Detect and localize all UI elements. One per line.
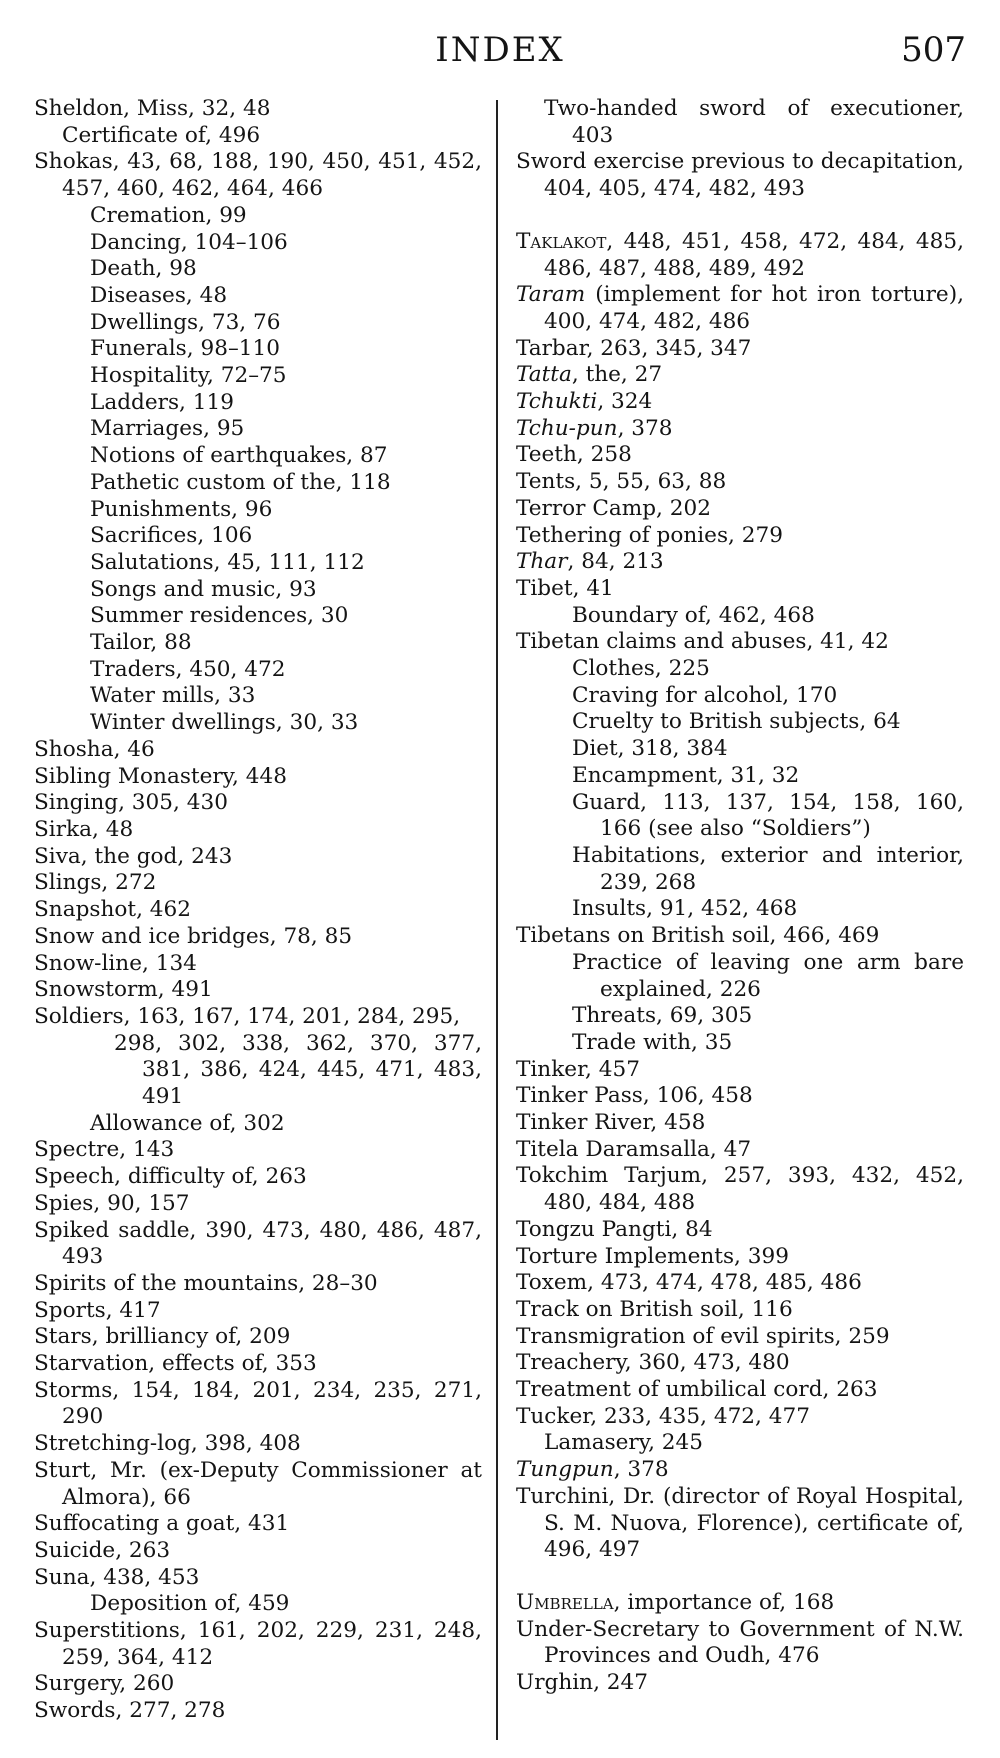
index-entry: Sacrifices, 106 (90, 523, 253, 549)
page-header (0, 30, 1000, 80)
index-entry: Sturt, Mr. (ex-Deputy Commissioner at Almora), 66 (34, 1457, 482, 1510)
index-column-right (516, 96, 964, 1697)
index-entry: Singing, 305, 430 (34, 790, 228, 816)
section-gap (516, 203, 964, 229)
index-entry: Suicide, 263 (34, 1537, 171, 1563)
index-entry: Funerals, 98–110 (90, 336, 280, 362)
index-entry: Taram (implement for hot iron torture), 400, 474, 482, 486 (516, 282, 964, 334)
index-entry: 298, 302, 338, 362, 370, 377, 381, 386, 424, 445, 471, 483, 491 (114, 1030, 482, 1110)
index-entry: Ladders, 119 (90, 389, 234, 415)
index-entry: Taklakot, 448, 451, 458, 472, 484, 485, 486, 487, 488, 489, 492 (516, 228, 964, 281)
index-entry: Under-Secretary to Government of N.W. Provinces and Oudh, 476 (516, 1616, 964, 1669)
index-entry: Tarbar, 263, 345, 347 (516, 335, 752, 361)
index-entry: Punishments, 96 (90, 496, 273, 522)
index-entry: Slings, 272 (34, 870, 157, 896)
index-entry: Treatment of umbilical cord, 263 (516, 1377, 878, 1403)
index-entry: Diet, 318, 384 (572, 736, 728, 762)
index-entry: Torture Implements, 399 (516, 1243, 789, 1269)
index-entry: Tents, 5, 55, 63, 88 (516, 469, 727, 495)
index-entry: Sibling Monastery, 448 (34, 763, 287, 789)
index-entry: Trade with, 35 (572, 1029, 733, 1055)
index-entry: Sheldon, Miss, 32, 48 (34, 96, 271, 121)
index-entry: Tethering of ponies, 279 (516, 522, 783, 548)
index-entry: Winter dwellings, 30, 33 (90, 710, 359, 736)
index-entry: Spectre, 143 (34, 1137, 175, 1163)
index-entry: Spies, 90, 157 (34, 1190, 190, 1216)
index-entry: Suna, 438, 453 (34, 1564, 200, 1590)
index-entry: Death, 98 (90, 256, 197, 282)
index-entry: Treachery, 360, 473, 480 (516, 1350, 790, 1376)
index-entry: Spirits of the mountains, 28–30 (34, 1270, 378, 1296)
index-entry: Summer residences, 30 (90, 603, 349, 629)
page-title: INDEX (435, 30, 565, 70)
index-entry: Snapshot, 462 (34, 897, 192, 923)
index-entry: Snowstorm, 491 (34, 977, 213, 1003)
index-entry: Guard, 113, 137, 154, 158, 160, 166 (see also “Soldiers”) (572, 789, 964, 842)
index-entry: Track on British soil, 116 (516, 1296, 793, 1322)
index-entry: Diseases, 48 (90, 282, 228, 308)
index-entry: Superstitions, 161, 202, 229, 231, 248, 259, 364, 412 (34, 1618, 482, 1670)
index-entry: Shokas, 43, 68, 188, 190, 450, 451, 452, 457, 460, 462, 464, 466 (34, 149, 482, 202)
index-entry: Speech, difficulty of, 263 (34, 1164, 307, 1190)
index-column-left (34, 96, 482, 1725)
index-entry: Tibetan claims and abuses, 41, 42 (516, 629, 889, 655)
index-entry: Insults, 91, 452, 468 (572, 896, 798, 922)
index-entry: Suffocating a goat, 431 (34, 1511, 290, 1537)
index-entry: Songs and music, 93 (90, 576, 317, 602)
index-entry: Allowance of, 302 (90, 1110, 285, 1136)
index-entry: Encampment, 31, 32 (572, 762, 800, 788)
index-entry: Tongzu Pangti, 84 (516, 1216, 713, 1242)
index-entry: Notions of earthquakes, 87 (90, 443, 388, 469)
index-entry: Soldiers, 163, 167, 174, 201, 284, 295, (34, 1003, 461, 1029)
index-entry: Swords, 277, 278 (34, 1698, 226, 1724)
index-entry: Certificate of, 496 (62, 122, 261, 148)
index-entry: Thar, 84, 213 (516, 549, 664, 575)
index-entry: Dancing, 104–106 (90, 229, 288, 255)
index-entry: Practice of leaving one arm bare explained, 226 (572, 949, 964, 1002)
index-entry: Tatta, the, 27 (516, 362, 663, 388)
index-entry: Terror Camp, 202 (516, 495, 711, 521)
index-entry: Stars, brilliancy of, 209 (34, 1324, 291, 1350)
column-divider (496, 100, 498, 1740)
index-entry: Shosha, 46 (34, 736, 155, 762)
index-entry: Starvation, effects of, 353 (34, 1351, 317, 1377)
index-entry: Transmigration of evil spirits, 259 (516, 1323, 890, 1349)
index-entry: Cremation, 99 (90, 202, 247, 228)
index-entry: Storms, 154, 184, 201, 234, 235, 271, 290 (34, 1377, 482, 1430)
index-entry: Lamasery, 245 (544, 1430, 704, 1456)
index-entry: Titela Daramsalla, 47 (516, 1136, 752, 1162)
index-entry: Boundary of, 462, 468 (572, 602, 815, 628)
index-entry: Traders, 450, 472 (90, 656, 286, 682)
section-gap (516, 1564, 964, 1590)
index-entry: Sports, 417 (34, 1297, 161, 1323)
index-entry: Tungpun, 378 (516, 1457, 669, 1483)
index-entry: Two-handed sword of executioner, 403 (544, 96, 964, 148)
index-entry: Tinker, 457 (516, 1056, 640, 1082)
index-entry: Snow and ice bridges, 78, 85 (34, 923, 353, 949)
index-entry: Tchu-pun, 378 (516, 415, 673, 441)
index-entry: Tinker River, 458 (516, 1110, 706, 1136)
index-entry: Tucker, 233, 435, 472, 477 (516, 1403, 810, 1429)
index-entry: Tokchim Tarjum, 257, 393, 432, 452, 480, 484, 488 (516, 1163, 964, 1216)
index-entry: Deposition of, 459 (90, 1591, 290, 1617)
index-entry: Tailor, 88 (90, 630, 192, 656)
index-entry: Cruelty to British subjects, 64 (572, 709, 901, 735)
index-entry: Dwellings, 73, 76 (90, 309, 281, 335)
index-entry: Tibet, 41 (516, 575, 614, 601)
index-entry: Umbrella, importance of, 168 (516, 1589, 835, 1615)
index-entry: Threats, 69, 305 (572, 1003, 753, 1029)
index-entry: Tibetans on British soil, 466, 469 (516, 923, 880, 949)
index-entry: Tinker Pass, 106, 458 (516, 1083, 753, 1109)
index-entry: Snow-line, 134 (34, 950, 197, 976)
index-entry: Sirka, 48 (34, 816, 134, 842)
index-entry: Surgery, 260 (34, 1671, 175, 1697)
index-entry: Stretching-log, 398, 408 (34, 1431, 301, 1457)
index-entry: Teeth, 258 (516, 442, 632, 468)
page-number: 507 (901, 30, 966, 70)
index-entry: Habitations, exterior and interior, 239, 268 (572, 842, 964, 895)
index-entry: Tchukti, 324 (516, 389, 653, 415)
index-entry: Sword exercise previous to decapitation, 404, 405, 474, 482, 493 (516, 149, 964, 202)
index-entry: Turchini, Dr. (director of Royal Hospital, S. M. Nuova, Florence), certificate of, 496, 497 (516, 1483, 964, 1563)
index-entry: Pathetic custom of the, 118 (90, 469, 391, 495)
index-entry: Toxem, 473, 474, 478, 485, 486 (516, 1270, 862, 1296)
index-entry: Craving for alcohol, 170 (572, 682, 838, 708)
index-entry: Marriages, 95 (90, 416, 245, 442)
index-entry: Salutations, 45, 111, 112 (90, 549, 365, 575)
index-entry: Clothes, 225 (572, 656, 710, 682)
index-entry: Spiked saddle, 390, 473, 480, 486, 487, 493 (34, 1217, 482, 1270)
index-entry: Hospitality, 72–75 (90, 363, 287, 389)
index-entry: Water mills, 33 (90, 683, 256, 709)
index-entry: Urghin, 247 (516, 1670, 649, 1696)
index-entry: Siva, the god, 243 (34, 843, 233, 869)
